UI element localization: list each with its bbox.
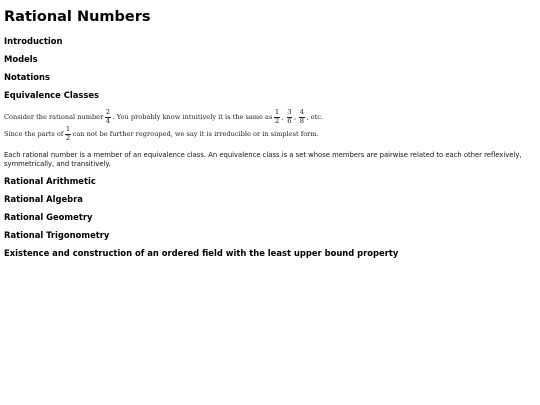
fraction-numerator: 2 — [105, 108, 111, 116]
page-title: Rational Numbers — [4, 9, 151, 25]
fraction-numerator: 3 — [287, 108, 292, 116]
fraction-4-8 — [299, 109, 304, 125]
section-rational-geometry: Rational Geometry — [4, 212, 93, 223]
section-notations: Notations — [4, 72, 50, 82]
fraction-numerator: 1 — [65, 125, 71, 133]
fraction-denominator: 8 — [299, 116, 305, 125]
math-line-2 — [4, 126, 536, 142]
section-equivalence-classes: Equivalence Classes — [4, 90, 100, 100]
section-introduction: Introduction — [4, 36, 63, 46]
fraction-numerator: 4 — [299, 108, 305, 116]
section-rational-arithmetic: Rational Arithmetic — [4, 176, 96, 187]
math-line-1-middle: . You probably know intuitively it is the same as — [112, 113, 273, 121]
fraction-numerator: 1 — [274, 108, 280, 116]
math-block — [4, 109, 536, 142]
section-models: Models — [4, 54, 38, 64]
section-existence-construction: Existence and construction of an ordered field with the least upper bound property — [4, 248, 399, 259]
section-rational-trigonometry: Rational Trigonometry — [4, 230, 110, 241]
fraction-1-2-simplest — [65, 126, 70, 142]
fraction-denominator: 2 — [65, 133, 71, 142]
math-line-1: Consider the rational number $\frac{2}{4}$ . You probably know intuitively it is the same as $\frac{1}{2}$ , $\frac{3}{6}$ , $\frac{4}{8}$ , etc. — [4, 108, 324, 125]
math-line-1-before: Consider the rational number — [4, 113, 104, 121]
math-line-2-before: Since the parts of — [4, 130, 64, 138]
fraction-1-2 — [274, 109, 279, 125]
math-line-2-after: can not be further regrouped, we say it is irreducible or in simplest form. — [72, 130, 319, 138]
fraction-3-6 — [287, 109, 292, 125]
math-line-1-after: , etc. — [306, 113, 324, 121]
section-rational-algebra: Rational Algebra — [4, 194, 83, 205]
fraction-denominator: 2 — [274, 116, 280, 125]
fraction-denominator: 6 — [287, 116, 292, 125]
fraction-2-4 — [105, 109, 110, 125]
equivalence-paragraph: Each rational number is a member of an equivalence class. An equivalence class is a set whose members are pairwise related to each other reflexively, symmetrically, and transitively. — [4, 151, 522, 168]
fraction-denominator: 4 — [105, 116, 111, 125]
